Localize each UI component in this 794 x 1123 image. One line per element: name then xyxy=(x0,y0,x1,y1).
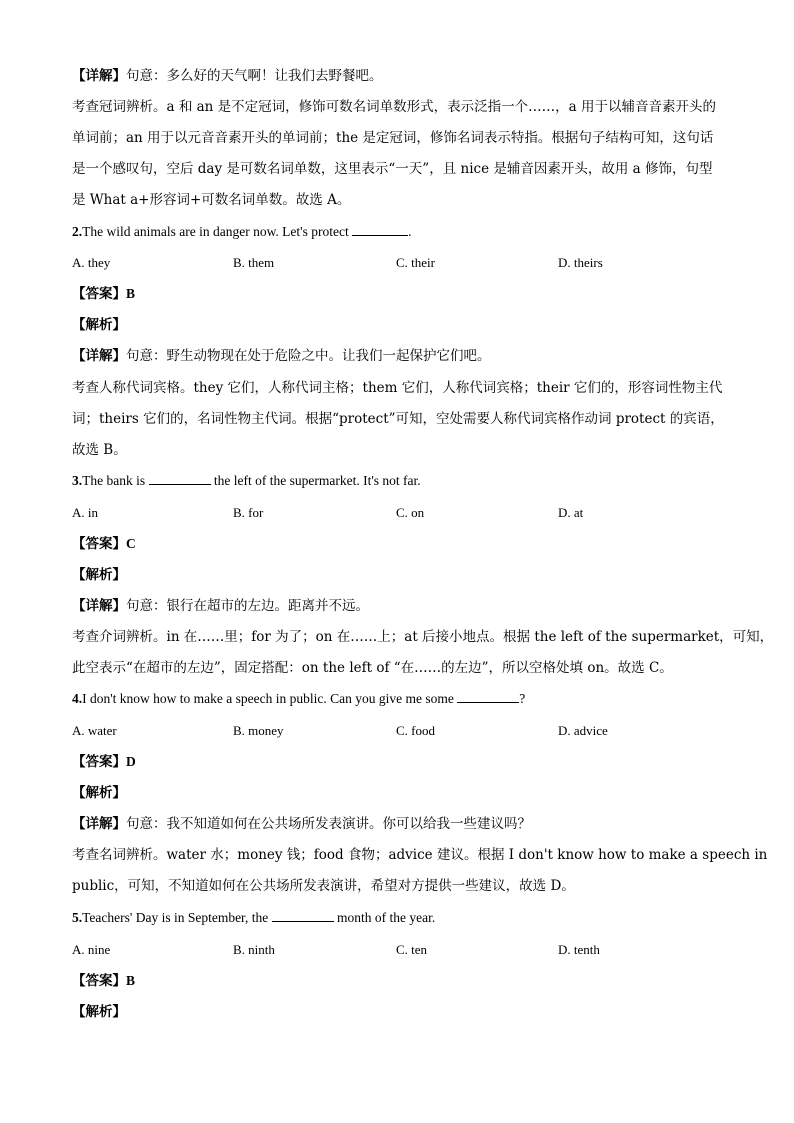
explanation-line: 此空表示“在超市的左边”，固定搭配：on the left of “在……的左边”，所以空格处填 on。故选 C。 xyxy=(72,660,673,676)
explanation-line: 考查人称代词宾格。they 它们，人称代词主格；them 它们，人称代词宾格；their 它们的，形容词性物主代 xyxy=(72,380,723,396)
analysis-tag: 【解析】 xyxy=(72,317,126,333)
question-2 xyxy=(72,222,724,242)
detail-tag: 【详解】 xyxy=(72,68,126,84)
question-number: 5. xyxy=(72,910,83,925)
detail-line xyxy=(72,346,724,366)
answer-value: D xyxy=(126,754,136,769)
detail-tag: 【详解】 xyxy=(72,598,126,614)
detail-text: 句意：多么好的天气啊！让我们去野餐吧。 xyxy=(126,68,383,84)
analysis-tag: 【解析】 xyxy=(72,785,126,801)
option-b: B. for xyxy=(233,505,264,520)
answer-line xyxy=(72,971,724,991)
option-c: C. on xyxy=(396,505,425,520)
question-stem-end: ? xyxy=(519,691,526,706)
option-c: C. their xyxy=(396,255,435,270)
option-a: A. water xyxy=(72,723,117,738)
explanation-line: 是一个感叹句，空后 day 是可数名词单数，这里表示“一天”，且 nice 是辅音因素开头，故用 a 修饰，句型 xyxy=(72,161,713,177)
analysis-tag: 【解析】 xyxy=(72,1004,126,1020)
explanation-line: 考查名词辨析。water 水；money 钱；food 食物；advice 建议。根据 I don't know how to make a speech in xyxy=(72,847,768,863)
answer-tag: 【答案】 xyxy=(72,754,126,770)
question-5 xyxy=(72,908,724,928)
option-b: B. money xyxy=(233,723,284,738)
answer-line xyxy=(72,752,724,772)
question-4 xyxy=(72,689,724,709)
question-stem: Teachers' Day is in September, the xyxy=(82,910,272,925)
question-number: 4. xyxy=(72,691,83,706)
detail-tag: 【详解】 xyxy=(72,348,126,364)
answer-blank xyxy=(457,689,519,703)
detail-text: 句意：我不知道如何在公共场所发表演讲。你可以给我一些建议吗？ xyxy=(126,816,531,832)
option-c: C. ten xyxy=(396,942,428,957)
explanation-line: 考查介词辨析。in 在……里；for 为了；on 在……上；at 后接小地点。根据 the left of the supermarket，可知， xyxy=(72,629,774,645)
option-b: B. ninth xyxy=(233,942,275,957)
answer-value: B xyxy=(126,973,136,988)
question-stem: I don't know how to make a speech in public. Can you give me some xyxy=(82,691,458,706)
question-stem-end: . xyxy=(408,224,412,239)
option-a: A. in xyxy=(72,505,98,520)
option-b: B. them xyxy=(233,255,275,270)
detail-tag: 【详解】 xyxy=(72,816,126,832)
option-a: A. they xyxy=(72,255,111,270)
answer-value: C xyxy=(126,536,136,551)
question-3 xyxy=(72,471,724,491)
answer-value: B xyxy=(126,286,136,301)
explanation-line: 故选 B。 xyxy=(72,442,127,458)
option-d: D. at xyxy=(558,505,584,520)
question-number: 2. xyxy=(72,224,83,239)
question-stem: The wild animals are in danger now. Let's protect xyxy=(82,224,353,239)
answer-line xyxy=(72,284,724,304)
explanation-line: 词；theirs 它们的，名词性物主代词。根据“protect”可知，空处需要人称代词宾格作动词 protect 的宾语， xyxy=(72,411,724,427)
question-number: 3. xyxy=(72,473,83,488)
explanation-line: public，可知，不知道如何在公共场所发表演讲，希望对方提供一些建议，故选 D。 xyxy=(72,878,575,894)
detail-line xyxy=(72,66,724,86)
explanation-line: 考查冠词辨析。a 和 an 是不定冠词，修饰可数名词单数形式，表示泛指一个……，a 用于以辅音音素开头的 xyxy=(72,99,717,115)
answer-tag: 【答案】 xyxy=(72,973,126,989)
option-d: D. theirs xyxy=(558,255,603,270)
answer-line xyxy=(72,534,724,554)
answer-blank xyxy=(272,908,334,922)
detail-line xyxy=(72,814,724,834)
explanation-line: 是 What a+形容词+可数名词单数。故选 A。 xyxy=(72,192,351,208)
detail-text: 句意：野生动物现在处于危险之中。让我们一起保护它们吧。 xyxy=(126,348,491,364)
question-stem-end: month of the year. xyxy=(333,910,436,925)
analysis-tag: 【解析】 xyxy=(72,567,126,583)
option-d: D. tenth xyxy=(558,942,600,957)
question-stem-end: the left of the supermarket. It's not far. xyxy=(210,473,421,488)
explanation-line: 单词前；an 用于以元音音素开头的单词前；the 是定冠词，修饰名词表示特指。根据句子结构可知，这句话 xyxy=(72,130,714,146)
answer-tag: 【答案】 xyxy=(72,536,126,552)
detail-line xyxy=(72,596,724,616)
option-a: A. nine xyxy=(72,942,111,957)
detail-text: 句意：银行在超市的左边。距离并不远。 xyxy=(126,598,369,614)
question-stem: The bank is xyxy=(82,473,149,488)
answer-blank xyxy=(352,222,408,236)
option-c: C. food xyxy=(396,723,435,738)
answer-blank xyxy=(149,471,211,485)
option-d: D. advice xyxy=(558,723,608,738)
answer-tag: 【答案】 xyxy=(72,286,126,302)
